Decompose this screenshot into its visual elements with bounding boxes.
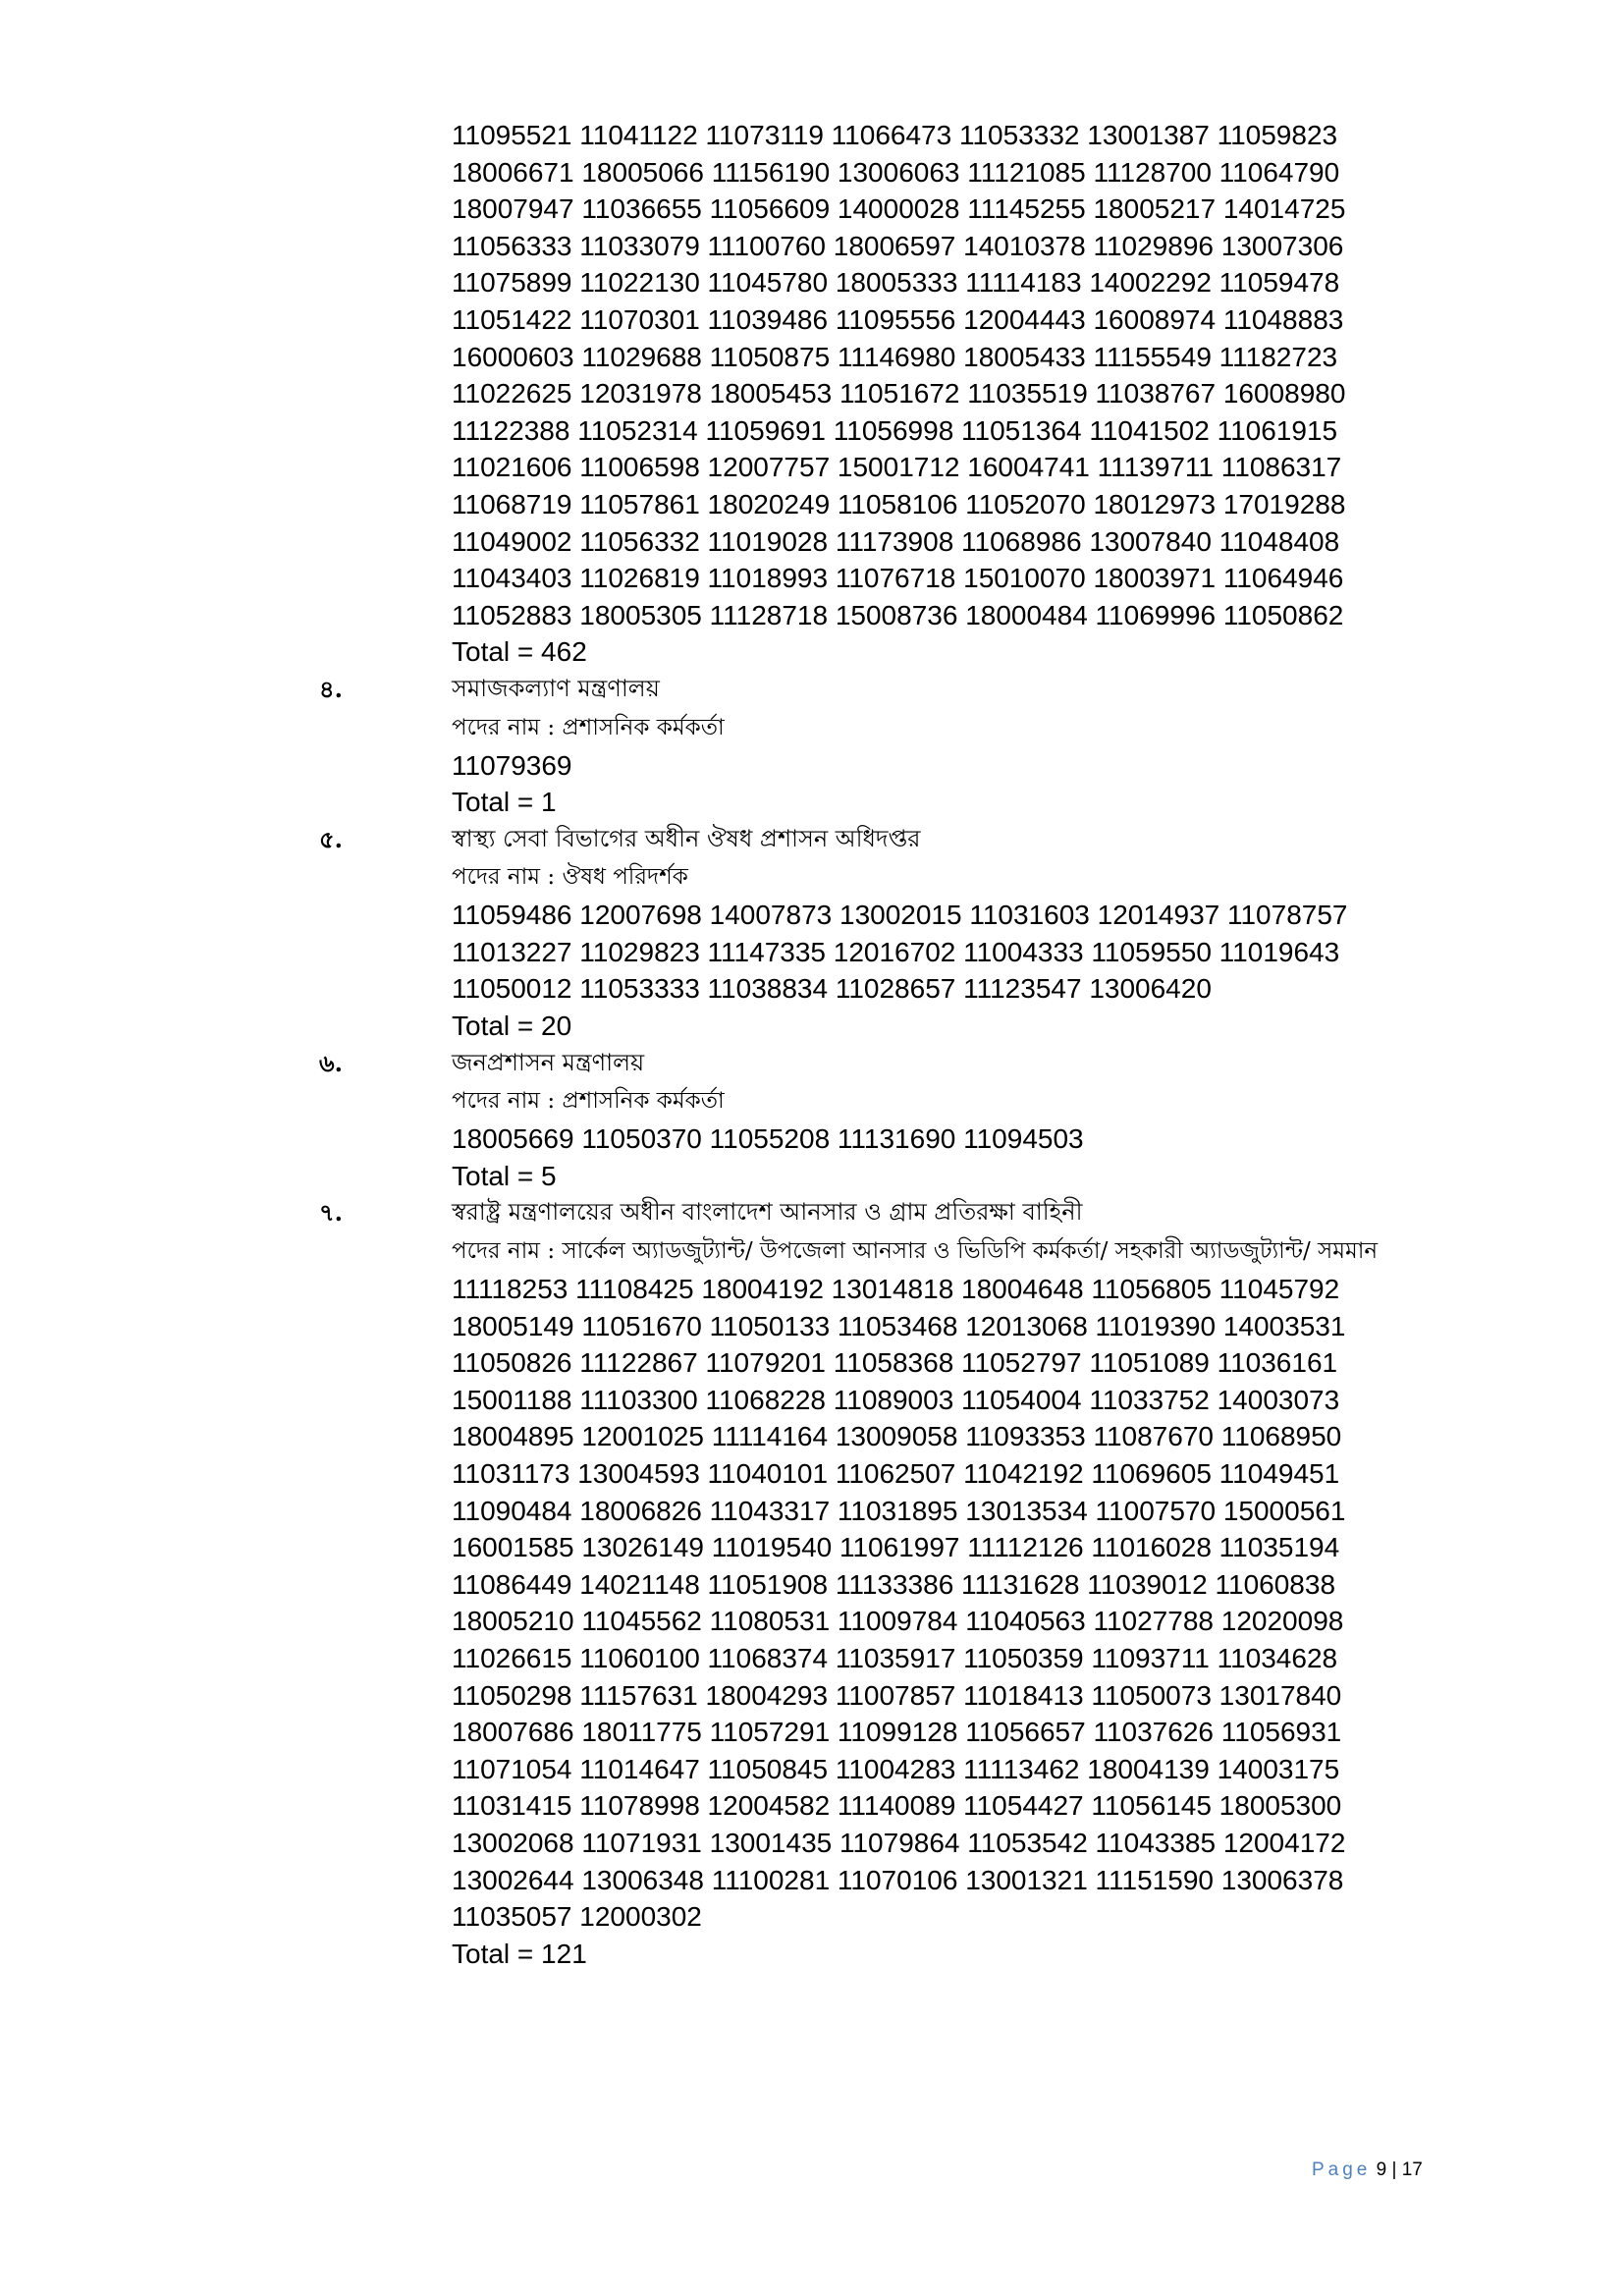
roll-number-row: 11118253 11108425 18004192 13014818 18004648 11056805 11045792 [452,1274,1340,1305]
roll-number-row: 11035057 12000302 [452,1901,702,1933]
roll-number-row: 18004895 12001025 11114164 13009058 11093353 11087670 11068950 [452,1421,1342,1452]
post-name: পদের নাম : প্রশাসনিক কর্মকর্তা [452,1088,725,1115]
roll-number-row: 18006671 18005066 11156190 13006063 11121085 11128700 11064790 [452,156,1340,188]
section-social-welfare [319,671,1551,821]
roll-number-row: 11051422 11070301 11039486 11095556 12004443 16008974 11048883 [452,303,1344,335]
ministry-name: স্বরাষ্ট্র মন্ত্রণালয়ের অধীন বাংলাদেশ আনসার ও গ্রাম প্রতিরক্ষা বাহিনী [452,1198,1083,1227]
roll-number-row: 11022625 12031978 18005453 11051672 11035519 11038767 16008980 [452,378,1346,410]
roll-number-row: 11075899 11022130 11045780 18005333 11114183 14002292 11059478 [452,267,1340,299]
page-label: Page [1312,2159,1372,2180]
ministry-name: স্বাস্থ্য সেবা বিভাগের অধীন ঔষধ প্রশাসন অধিদপ্তর [452,824,921,852]
section-serial: ৫. [319,824,343,853]
roll-number-row: 13002068 11071931 13001435 11079864 11053542 11043385 12004172 [452,1827,1346,1858]
total-pages: 17 [1401,2159,1423,2180]
roll-number-row: 11050298 11157631 18004293 11007857 11018413 11050073 13017840 [452,1679,1342,1711]
section-serial: ৪. [319,674,343,703]
roll-number-row: 11031415 11078998 12004582 11140089 11054427 11056145 18005300 [452,1790,1342,1822]
document-body [319,117,1551,1972]
roll-number-row: 16001585 13026149 11019540 11061997 11112126 11016028 11035194 [452,1532,1340,1563]
roll-number-row: 11122388 11052314 11059691 11056998 11051364 11041502 11061915 [452,414,1338,446]
post-name: পদের নাম : সার্কেল অ্যাডজুট্যান্ট/ উপজেলা আনসার ও ভিডিপি কর্মকর্তা/ সহকারী অ্যাডজুট্যান্ট/ সমমান [452,1238,1379,1265]
roll-number-row: 11050012 11053333 11038834 11028657 11123547 13006420 [452,973,1212,1005]
roll-number-row: 15001188 11103300 11068228 11089003 11054004 11033752 14003073 [452,1384,1340,1415]
roll-number-row: 11050826 11122867 11079201 11058368 11052797 11051089 11036161 [452,1347,1338,1379]
roll-number-row: 11043403 11026819 11018993 11076718 15010070 18003971 11064946 [452,563,1344,594]
roll-number-row: 11056333 11033079 11100760 18006597 14010378 11029896 13007306 [452,230,1344,261]
section-public-administration [319,1045,1551,1195]
roll-number-row: 11095521 11041122 11073119 11066473 11053332 13001387 11059823 [452,120,1338,150]
ministry-name: সমাজকল্যাণ মন্ত্রণালয় [452,674,660,702]
roll-number-row: 16000603 11029688 11050875 11146980 18005433 11155549 11182723 [452,341,1338,372]
roll-number-row: 18007686 18011775 11057291 11099128 11056657 11037626 11056931 [452,1717,1342,1748]
roll-number-row: 13002644 13006348 11100281 11070106 13001321 11151590 13006378 [452,1864,1344,1895]
roll-number-row: 11086449 14021148 11051908 11133386 11131628 11039012 11060838 [452,1568,1336,1600]
section-total: Total = 20 [452,1011,572,1042]
page-number: 9 [1376,2159,1387,2180]
post-name: পদের নাম : ঔষধ পরিদর্শক [452,864,688,891]
roll-number-row: 18005149 11051670 11050133 11053468 12013068 11019390 14003531 [452,1310,1346,1341]
section-serial: ৬. [319,1048,343,1077]
ministry-name: জনপ্রশাসন মন্ত্রণালয় [452,1048,645,1076]
section-total: Total = 462 [452,636,587,668]
roll-number-row: 18005210 11045562 11080531 11009784 11040563 11027788 12020098 [452,1606,1344,1637]
roll-number-row: 11021606 11006598 12007757 15001712 16004741 11139711 11086317 [452,452,1342,483]
roll-number-row: 11071054 11014647 11050845 11004283 11113462 18004139 14003175 [452,1753,1340,1784]
roll-number-row: 11079369 [452,749,572,781]
page-separator: | [1391,2159,1397,2180]
section-drug-administration [319,821,1551,1045]
post-name: পদের নাম : প্রশাসনিক কর্মকর্তা [452,714,725,740]
roll-number-row: 11026615 11060100 11068374 11035917 11050359 11093711 11034628 [452,1642,1338,1673]
roll-number-row: 18005669 11050370 11055208 11131690 11094503 [452,1123,1084,1155]
roll-number-row: 11068719 11057861 18020249 11058106 11052070 18012973 17019288 [452,488,1346,519]
roll-number-row: 18007947 11036655 11056609 14000028 11145255 18005217 14014725 [452,193,1346,225]
top-number-block [452,117,1551,671]
section-serial: ৭. [319,1198,343,1228]
section-total: Total = 121 [452,1938,587,1969]
roll-number-row: 11052883 18005305 11128718 15008736 18000484 11069996 11050862 [452,599,1344,630]
section-total: Total = 5 [452,1160,557,1191]
roll-number-row: 11049002 11056332 11019028 11173908 11068986 13007840 11048408 [452,525,1340,557]
page-footer [1312,2159,1423,2181]
roll-number-row: 11031173 13004593 11040101 11062507 11042192 11069605 11049451 [452,1458,1340,1489]
section-total: Total = 1 [452,787,557,818]
roll-number-row: 11090484 18006826 11043317 11031895 13013534 11007570 15000561 [452,1495,1346,1526]
roll-number-row: 11059486 12007698 14007873 13002015 11031603 12014937 11078757 [452,900,1348,931]
roll-number-row: 11013227 11029823 11147335 12016702 11004333 11059550 11019643 [452,936,1340,967]
section-ansar-vdp [319,1194,1551,1972]
